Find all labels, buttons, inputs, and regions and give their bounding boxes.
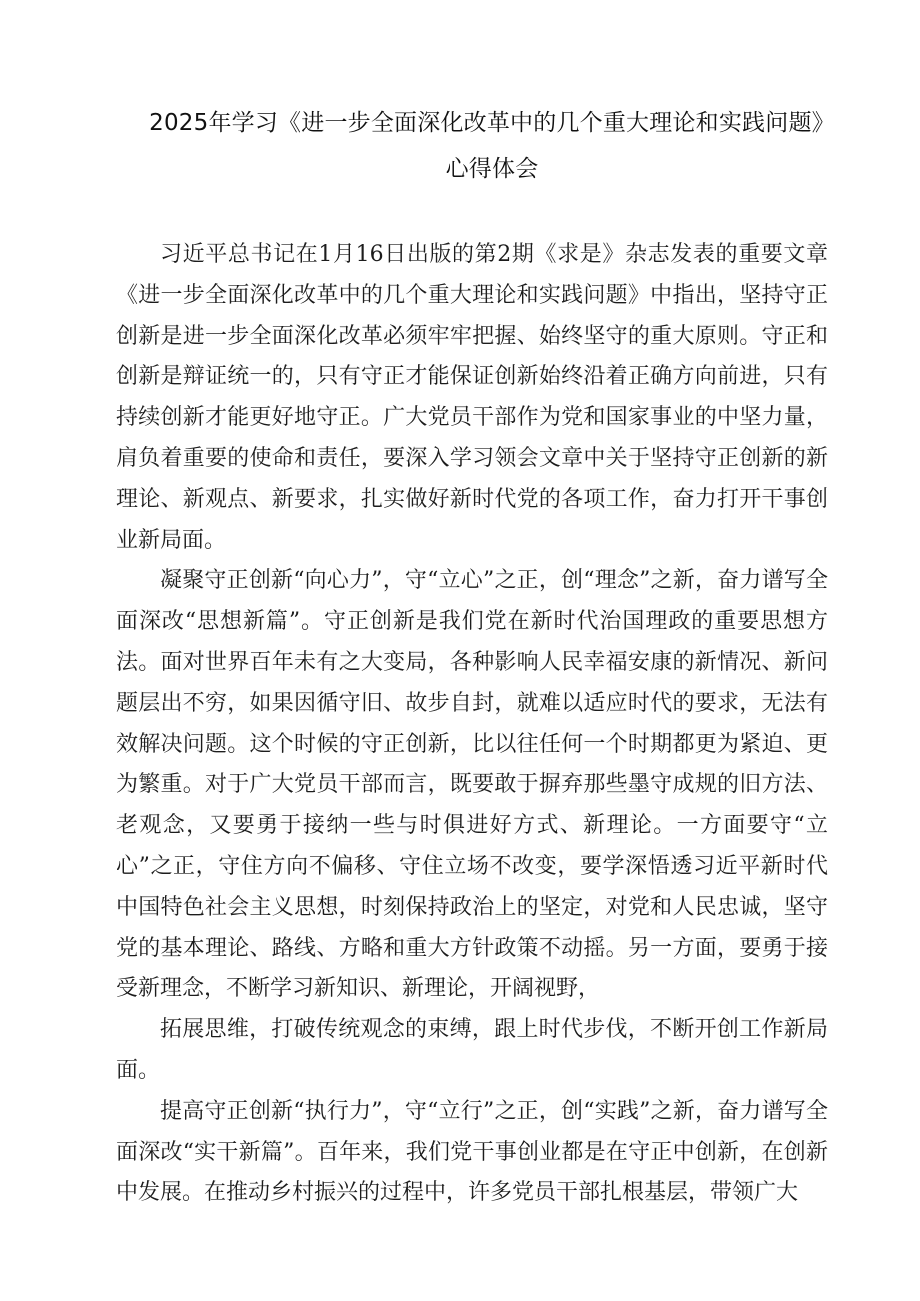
paragraph-3: 拓展思维，打破传统观念的束缚，跟上时代步伐，不断开创工作新局面。 [116, 1017, 828, 1083]
paragraph-1: 习近平总书记在1月16日出版的第2期《求是》杂志发表的重要文章《进一步全面深化改革中的几个重大理论和实践问题》中指出，坚持守正创新是进一步全面深化改革必须牢牢把握、始终坚守的重大原则。守正和创新是辩证统一的，只有守正才能保证创新始终沿着正确方向前进，只有持续创新才能更好地守正。广大党员干部作为党和国家事业的中坚力量，肩负着重要的使命和责任，要深入学习领会文章中关于坚持守正创新的新理论、新观点、新要求，扎实做好新时代党的各项工作，奋力打开干事创业新局面。 [116, 242, 828, 553]
document-title [112, 100, 872, 192]
document-body [116, 235, 828, 1214]
paragraph-4: 提高守正创新“执行力”，守“立行”之正，创“实践”之新，奋力谱写全面深改“实干新篇”。百年来，我们党干事创业都是在守正中创新，在创新中发展。在推动乡村振兴的过程中，许多党员干部扎根基层，带领广大 [116, 1098, 828, 1206]
title-line-2: 心得体会 [445, 156, 539, 182]
title-line-1: 2025年学习《进一步全面深化改革中的几个重大理论和实践问题》 [149, 110, 835, 136]
paragraph-2: 凝聚守正创新“向心力”，守“立心”之正，创“理念”之新，奋力谱写全面深改“思想新篇”。守正创新是我们党在新时代治国理政的重要思想方法。面对世界百年未有之大变局，各种影响人民幸福安康的新情况、新问题层出不穷，如果因循守旧、故步自封，就难以适应时代的要求，无法有效解决问题。这个时候的守正创新，比以往任何一个时期都更为紧迫、更为繁重。对于广大党员干部而言，既要敢于摒弃那些墨守成规的旧方法、老观念，又要勇于接纳一些与时俱进好方式、新理论。一方面要守“立心”之正，守住方向不偏移、守住立场不改变，要学深悟透习近平新时代中国特色社会主义思想，时刻保持政治上的坚定，对党和人民忠诚，坚守党的基本理论、路线、方略和重大方针政策不动摇。另一方面，要勇于接受新理念，不断学习新知识、新理论，开阔视野， [116, 568, 828, 1002]
